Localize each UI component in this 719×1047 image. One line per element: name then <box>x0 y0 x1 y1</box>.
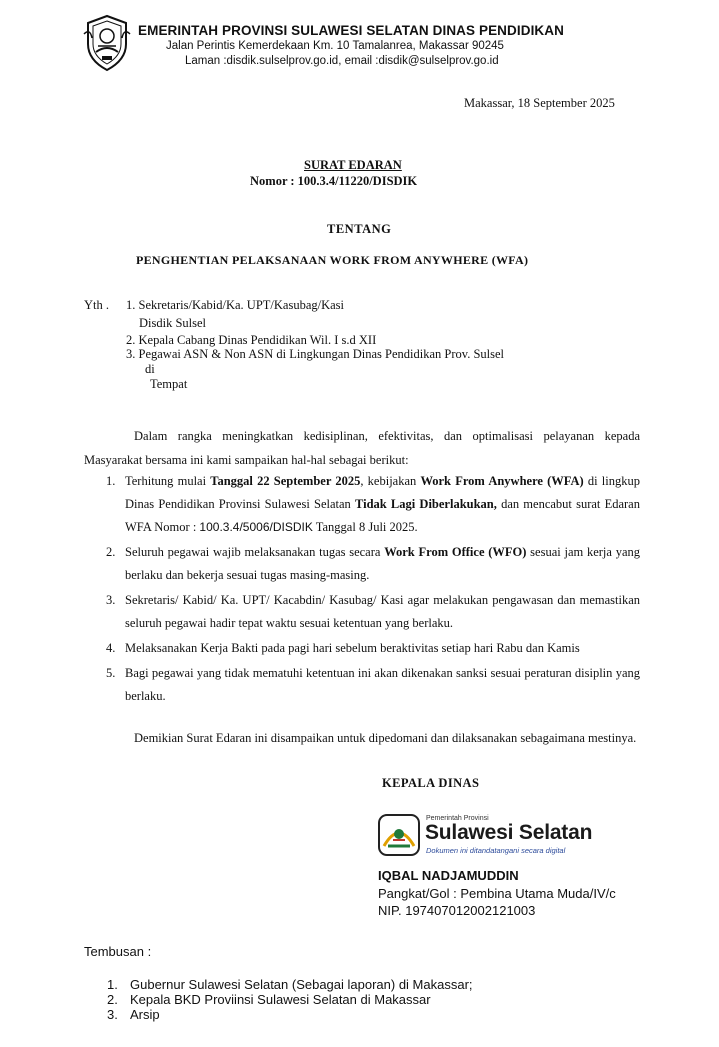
cc-title: Tembusan : <box>84 944 152 959</box>
bold-segment: Work From Office (WFO) <box>384 545 527 559</box>
cc-text: Kepala BKD Proviinsi Sulawesi Selatan di Makassar <box>130 992 431 1007</box>
addressee-item: Disdik Sulsel <box>139 316 207 330</box>
org-address: Jalan Perintis Kemerdekaan Km. 10 Tamalanrea, Makassar 90245 <box>166 40 504 52</box>
bold-segment: Work From Anywhere (WFA) <box>420 474 584 488</box>
text-segment: Seluruh pegawai wajib melaksanakan tugas secara <box>125 545 385 559</box>
list-item <box>84 541 640 587</box>
text-segment: di lingkup Dinas Pendidikan Provinsi Sulawesi Selatan <box>125 474 640 511</box>
document-subject: PENGHENTIAN PELAKSANAAN WORK FROM ANYWHERE (WFA) <box>136 253 529 267</box>
addressee-label: Yth . <box>84 298 109 312</box>
text-segment: Terhitung mulai <box>125 474 211 488</box>
text-segment: , kebijakan <box>360 474 421 488</box>
cc-number: 1. <box>107 977 118 992</box>
list-number: 2. <box>106 545 116 559</box>
list-item <box>84 662 640 708</box>
signer-name: IQBAL NADJAMUDDIN <box>378 868 519 883</box>
text-segment: sesuai jam kerja yang berlaku dan bekerja sesuai tugas masing-masing. <box>125 545 640 582</box>
org-web-email: Laman :disdik.sulselprov.go.id, email :disdik@sulselprov.go.id <box>185 55 499 67</box>
text-segment: Tanggal 8 Juli 2025. <box>312 520 418 534</box>
signer-nip: NIP. 197407012002121003 <box>378 903 536 918</box>
document-title: SURAT EDARAN <box>304 158 402 172</box>
bold-segment: Tidak Lagi Diberlakukan, <box>354 497 497 511</box>
bold-segment: Tanggal 22 September 2025 <box>210 474 361 488</box>
digital-signature-stamp <box>378 812 598 858</box>
province-emblem-icon <box>82 14 132 72</box>
org-name: EMERINTAH PROVINSI SULAWESI SELATAN DINAS PENDIDIKAN <box>138 23 564 38</box>
document-number: Nomor : 100.3.4/11220/DISDIK <box>250 174 418 188</box>
list-number: 5. <box>106 666 116 680</box>
esign-issuer-small: Pemerintah Provinsi <box>426 815 489 822</box>
addressee-item: Tempat <box>150 377 188 391</box>
list-number: 4. <box>106 641 116 655</box>
list-item <box>84 470 640 539</box>
text-segment: Sekretaris/ Kabid/ Ka. UPT/ Kacabdin/ Kasubag/ Kasi agar melakukan pengawasan dan memastikan seluruh pegawai hadir tepat waktu sesuai ketentuan yang berlaku. <box>125 593 640 630</box>
text-segment: dan mencabut surat Edaran WFA Nomor : <box>125 497 640 534</box>
cc-text: Gubernur Sulawesi Selatan (Sebagai laporan) di Makassar; <box>130 977 473 992</box>
about-label: TENTANG <box>327 222 392 236</box>
signer-rank: Pangkat/Gol : Pembina Utama Muda/IV/c <box>378 886 616 901</box>
place-date: Makassar, 18 September 2025 <box>464 96 615 110</box>
closing-paragraph: Demikian Surat Edaran ini disampaikan untuk dipedomani dan dilaksanakan sebagaimana mestinya. <box>134 731 637 745</box>
list-item <box>84 637 640 660</box>
addressee-item: 3. Pegawai ASN & Non ASN di Lingkungan Dinas Pendidikan Prov. Sulsel <box>126 347 505 361</box>
cc-number: 3. <box>107 1007 118 1022</box>
list-number: 3. <box>106 593 116 607</box>
list-number: 1. <box>106 474 116 488</box>
reference-number: 100.3.4/5006/DISDIK <box>199 520 313 534</box>
text-segment: Bagi pegawai yang tidak mematuhi ketentuan ini akan dikenakan sanksi sesuai peraturan disiplin yang berlaku. <box>125 666 640 703</box>
points-list <box>84 470 640 708</box>
esign-note: Dokumen ini ditandatangani secara digital <box>426 846 566 855</box>
list-item <box>84 589 640 635</box>
signer-position: KEPALA DINAS <box>382 776 480 790</box>
esign-issuer: Sulawesi Selatan <box>425 821 593 844</box>
cc-text: Arsip <box>130 1007 160 1022</box>
intro-paragraph: Dalam rangka meningkatkan kedisiplinan, efektivitas, dan optimalisasi pelayanan kepada Masyarakat bersama ini kami sampaikan hal-hal sebagai berikut: <box>84 429 640 467</box>
addressee-item: 1. Sekretaris/Kabid/Ka. UPT/Kasubag/Kasi <box>126 298 345 312</box>
cc-number: 2. <box>107 992 118 1007</box>
addressee-item: 2. Kepala Cabang Dinas Pendidikan Wil. I s.d XII <box>126 333 377 347</box>
province-logo-icon <box>378 814 420 856</box>
text-segment: Melaksanakan Kerja Bakti pada pagi hari sebelum beraktivitas setiap hari Rabu dan Kamis <box>125 641 580 655</box>
addressee-item: di <box>145 362 155 376</box>
